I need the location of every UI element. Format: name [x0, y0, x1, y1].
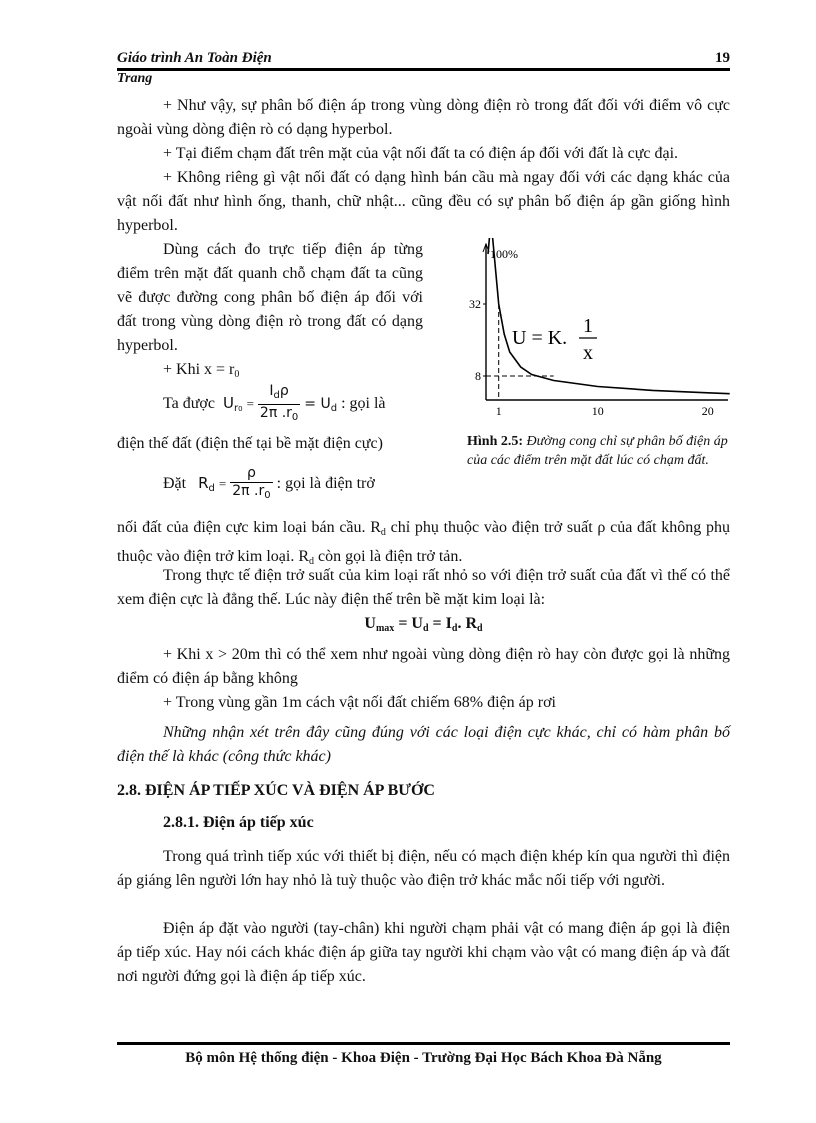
- page-number: 19: [715, 50, 730, 66]
- figure-2-5-chart: [448, 238, 738, 430]
- formula-rd-fraction: $\frac{\rho}{2\pi .r_0}$: [232, 465, 271, 501]
- formula-lead: Ta được: [163, 395, 215, 413]
- y-top-label: 100%: [490, 247, 518, 261]
- chart-formula-numerator: 1: [583, 315, 593, 337]
- header-rule: [117, 68, 730, 71]
- paragraph-5: + Khi $x = r_0$: [163, 361, 240, 380]
- paragraph-2: + Tại điểm chạm đất trên mặt của vật nối đất ta có điện áp đối với đất là cực đại.: [163, 145, 679, 162]
- footer-rule: [117, 1042, 730, 1045]
- hyperbola-curve: [488, 238, 730, 394]
- subsection-heading: 2.8.1. Điện áp tiếp xúc: [163, 814, 314, 831]
- formula-ur-line: Ta được $U_{r0}$ = $\frac{I_d\rho}{2\pi .r_0}$ = $U_d$ : gọi là: [163, 383, 386, 426]
- chart-formula-denominator: x: [583, 342, 593, 364]
- paragraph-3: + Không riêng gì vật nối đất có dạng hình bán cầu mà ngay đối với các dạng khác của vật nối đất như hình ống, thanh, chữ nhật... cũng đều có sự phân bố điện áp gần giống hình hyperbol.: [117, 169, 730, 234]
- paragraph-4: Dùng cách đo trực tiếp điện áp từng điểm trên mặt đất quanh chỗ chạm đất ta cũng vẽ được đường cong phân bố điện áp đối với đất trong vùng dòng điện rò trong đất có dạng hyperbol.: [117, 241, 423, 354]
- formula-rd-line: Đặt $R_d$ = $\frac{\rho}{2\pi .r_0}$ : gọi là điện trở: [163, 465, 375, 504]
- x-tick-label: 1: [495, 404, 502, 418]
- footer-text: Bộ môn Hệ thống điện - Khoa Điện - Trường Đại Học Bách Khoa Đà Nẵng: [185, 1050, 662, 1066]
- header-sub: Trang: [117, 71, 153, 86]
- y-tick-label: 8: [475, 369, 481, 383]
- formula-umax: $U_{max} = U_d = I_d$. $R_d$: [364, 615, 483, 634]
- paragraph-15: Điện áp đặt vào người (tay-chân) khi người chạm phải vật có mang điện áp gọi là điện áp tiếp xúc. Hay nói cách khác điện áp giữa tay người khi chạm vào vật có mang điện áp và đất nơi người đứng gọi là điện áp tiếp xúc.: [117, 920, 730, 985]
- paragraph-13: Những nhận xét trên đây cũng đúng với các loại điện cực khác, chỉ có hàm phân bố điện thế là khác (công thức khác): [117, 724, 730, 765]
- y-tick-label: 32: [469, 297, 481, 311]
- section-heading: 2.8. ĐIỆN ÁP TIẾP XÚC VÀ ĐIỆN ÁP BƯỚC: [117, 782, 435, 799]
- paragraph-14: Trong quá trình tiếp xúc với thiết bị điện, nếu có mạch điện khép kín qua người thì điện áp giáng lên người lớn hay nhỏ là tuỳ thuộc vào điện trở khác mắc nối tiếp với người.: [117, 848, 730, 889]
- paragraph-1: + Như vậy, sự phân bố điện áp trong vùng dòng điện rò trong đất đối với điểm vô cực ngoài vùng dòng điện rò có dạng hyperbol.: [117, 97, 730, 138]
- header-title: Giáo trình An Toàn Điện: [117, 50, 272, 66]
- chart-formula-lhs: U = K.: [512, 327, 568, 349]
- paragraph-12: + Trong vùng gần 1m cách vật nối đất chiếm 68% điện áp rơi: [163, 694, 556, 711]
- formula-rd-lhs: $R_d$: [198, 474, 215, 495]
- x-tick-label: 20: [701, 404, 714, 418]
- figure-caption: Hình 2.5: Đường cong chỉ sự phân bố điện áp của các điểm trên mặt đất lúc có chạm đất.: [467, 434, 728, 468]
- formula-ur-fraction: $\frac{I_d\rho}{2\pi .r_0}$: [259, 383, 299, 423]
- paragraph-10: Trong thực tế điện trở suất của kim loại rất nhỏ so với điện trở suất của đất vì thế có thể xem điện cực là đẳng thế. Lúc này điện thế trên bề mặt kim loại là:: [117, 567, 730, 608]
- x-tick-label: 10: [591, 404, 604, 418]
- paragraph-9: nối đất của điện cực kim loại bán cầu. $R_d$ chỉ phụ thuộc vào điện trở suất ρ của đất không phụ thuộc vào điện trở kim loại. $R_d$ còn gọi là điện trở tản.: [117, 519, 730, 567]
- paragraph-7: điện thế đất (điện thế tại bề mặt điện cực): [117, 435, 383, 452]
- paragraph-11: + Khi x > 20m thì có thể xem như ngoài vùng dòng điện rò hay còn được gọi là những điểm có điện áp bằng không: [117, 646, 730, 687]
- formula-ur-lhs: $U_{r0}$: [223, 394, 243, 415]
